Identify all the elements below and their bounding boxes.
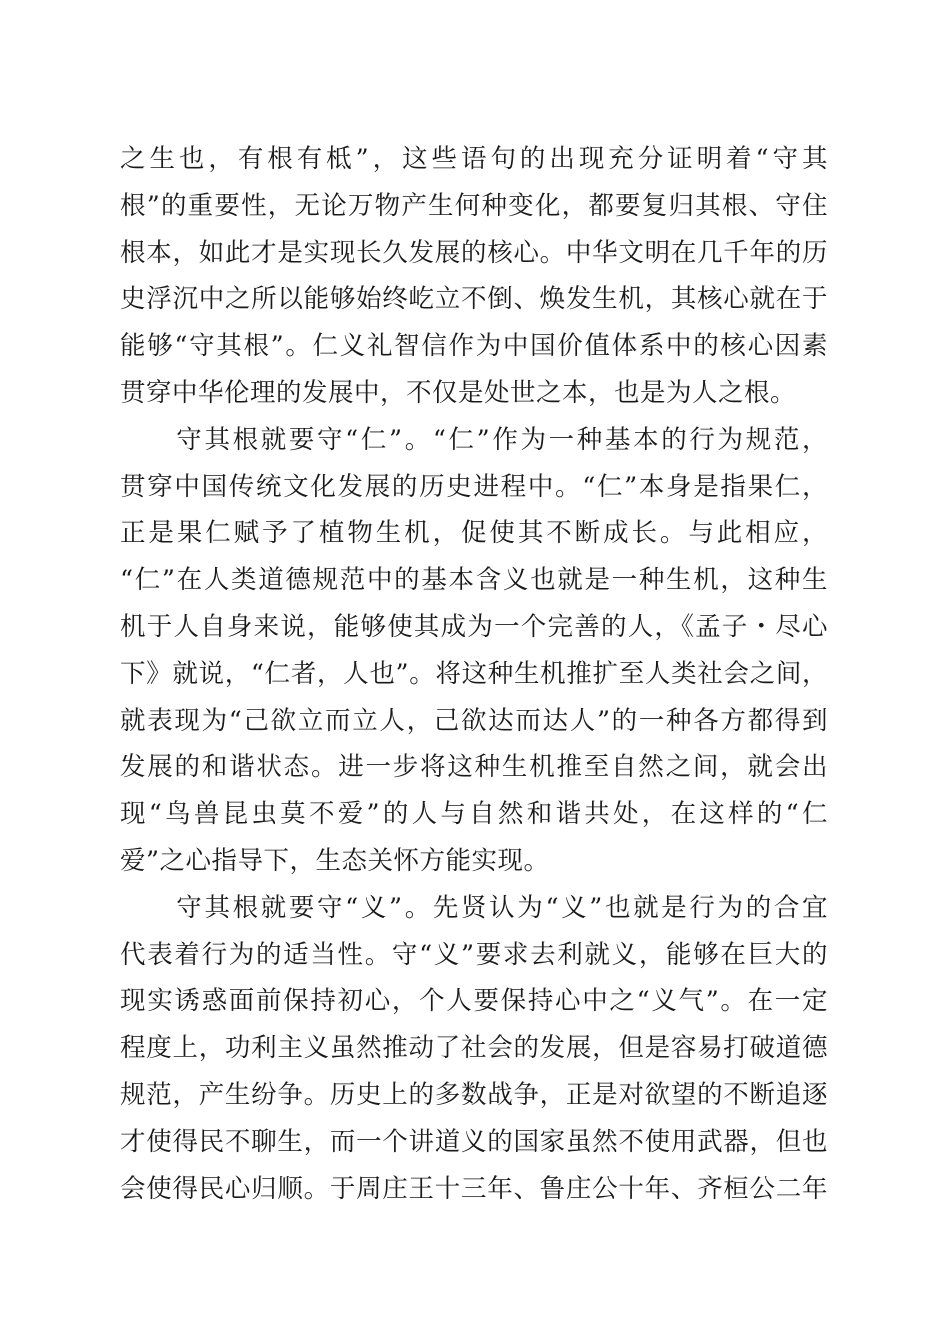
text-line: 贯穿中华伦理的发展中，不仅是处世之本，也是为人之根。 (120, 377, 797, 408)
text-line: 就表现为“己欲立而立人，己欲达而达人”的一种各方都得到 (120, 705, 828, 736)
text-line: 规范，产生纷争。历史上的多数战争，正是对欲望的不断追逐 (120, 1079, 828, 1110)
text-line: 现实诱惑面前保持初心，个人要保持心中之“义气”。在一定 (120, 986, 828, 1017)
text-line: 下》就说，“仁者，人也”。将这种生机推扩至人类社会之间， (120, 658, 828, 689)
text-line: 会使得民心归顺。于周庄王十三年、鲁庄公十年、齐桓公二年 (120, 1173, 828, 1204)
text-line: 正是果仁赋予了植物生机，促使其不断成长。与此相应， (120, 518, 828, 549)
text-line: 之生也，有根有柢”，这些语句的出现充分证明着“守其 (120, 144, 828, 174)
text-line: 程度上，功利主义虽然推动了社会的发展，但是容易打破道德 (120, 1033, 828, 1064)
text-line: 史浮沉中之所以能够始终屹立不倒、焕发生机，其核心就在于 (120, 284, 828, 315)
text-line: 能够“守其根”。仁义礼智信作为中国价值体系中的核心因素 (120, 331, 828, 362)
text-line: 爱”之心指导下，生态关怀方能实现。 (120, 845, 550, 876)
text-line: 机于人自身来说，能够使其成为一个完善的人，《孟子・尽心 (120, 611, 828, 642)
text-line: 守其根就要守“义”。先贤认为“义”也就是行为的合宜 (120, 892, 828, 923)
text-line: 根本，如此才是实现长久发展的核心。中华文明在几千年的历 (120, 237, 828, 268)
text-line: 才使得民不聊生，而一个讲道义的国家虽然不使用武器，但也 (120, 1126, 828, 1157)
text-line: 代表着行为的适当性。守“义”要求去利就义，能够在巨大的 (120, 939, 828, 970)
text-line: 守其根就要守“仁”。“仁”作为一种基本的行为规范， (120, 424, 828, 455)
text-line: 贯穿中国传统文化发展的历史进程中。“仁”本身是指果仁， (120, 471, 828, 502)
body-text (120, 136, 828, 1212)
text-line: “仁”在人类道德规范中的基本含义也就是一种生机，这种生 (120, 565, 828, 596)
text-line: 现“鸟兽昆虫莫不爱”的人与自然和谐共处，在这样的“仁 (120, 799, 828, 830)
text-line: 根”的重要性，无论万物产生何种变化，都要复归其根、守住 (120, 190, 828, 221)
text-line: 发展的和谐状态。进一步将这种生机推至自然之间，就会出 (120, 752, 828, 783)
